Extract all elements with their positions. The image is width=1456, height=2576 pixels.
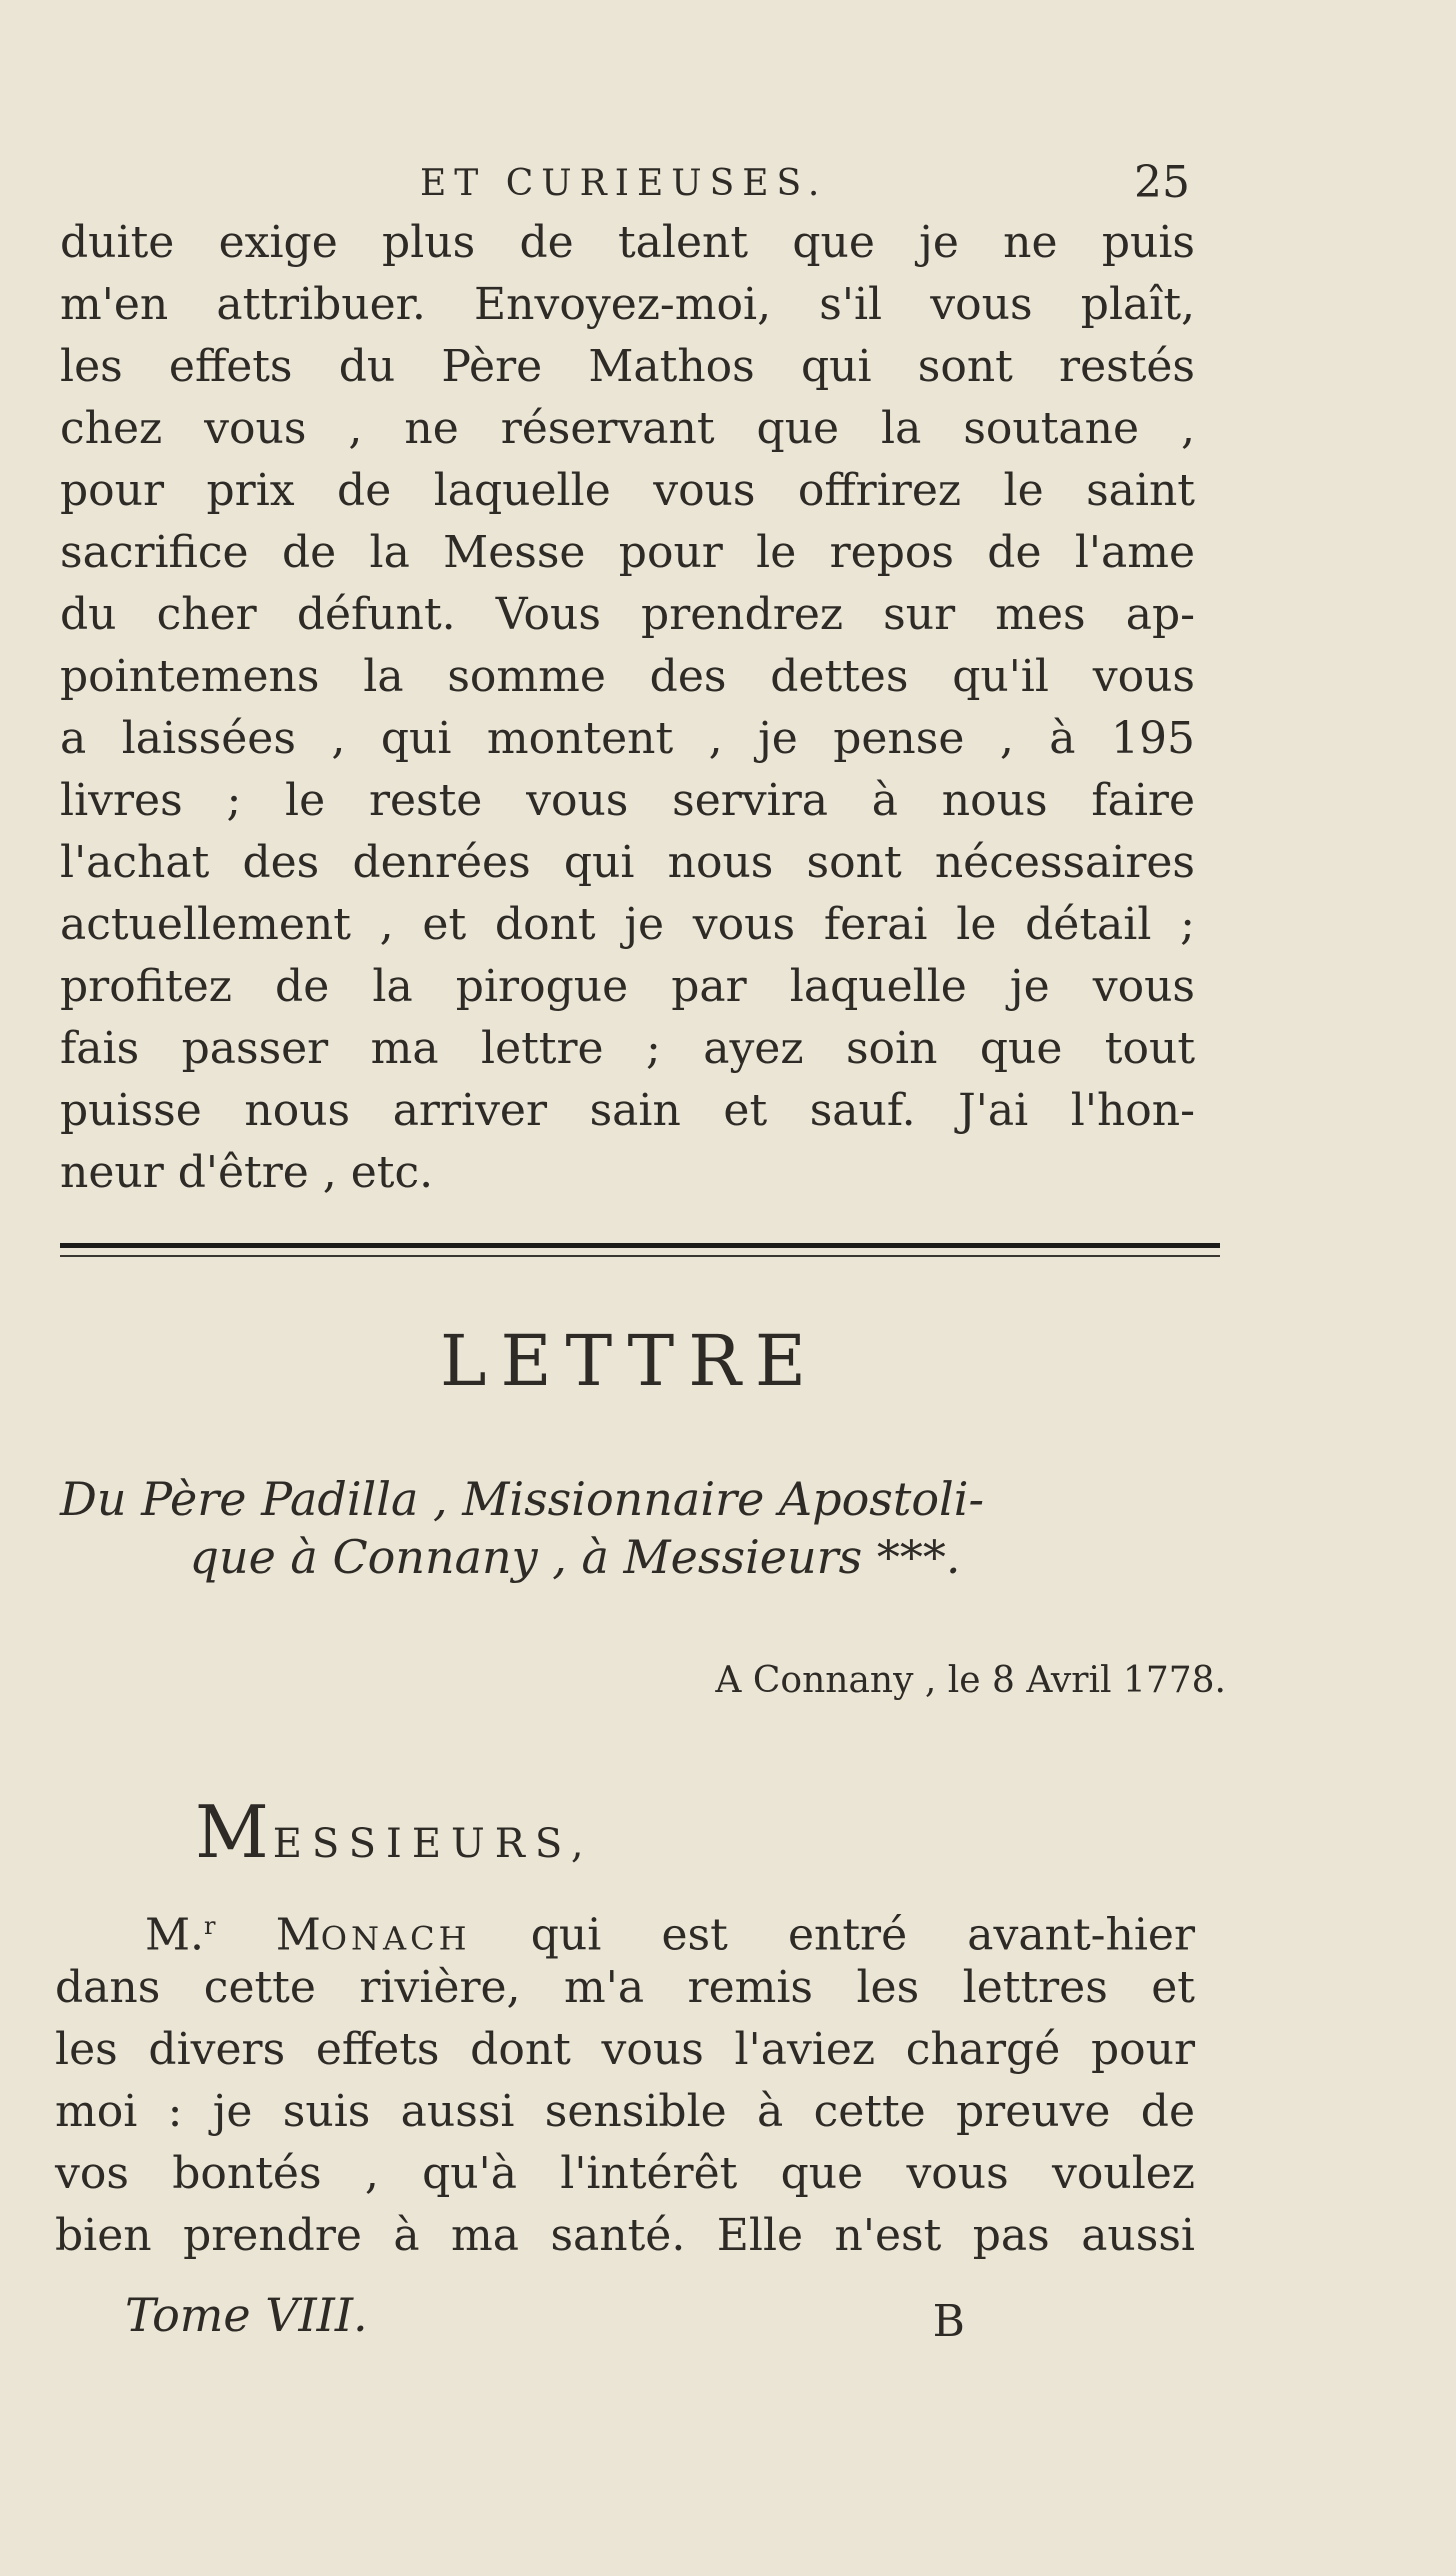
title-abbrev: M. [145,1909,205,1961]
letter-body [55,1895,1195,2267]
letter-heading: LETTRE [439,1320,821,1402]
text-line: actuellement , et dont je vous ferai le détail ; [60,899,1195,950]
text-line: pour prix de laquelle vous offrirez le saint [60,465,1195,516]
text-line: moi : je suis aussi sensible à cette preuve de [55,2086,1195,2137]
text-line: m'en attribuer. Envoyez-moi, s'il vous plaît, [60,279,1195,330]
salutation-initial: M [195,1790,273,1874]
previous-letter-text [60,212,1195,1204]
text-line: a laissées , qui montent , je pense , à 195 [60,713,1195,764]
text-line: bien prendre à ma santé. Elle n'est pas aussi [55,2210,1195,2261]
text-line: pointemens la somme des dettes qu'il vous [60,651,1195,702]
text-line: l'achat des denrées qui nous sont nécessaires [60,837,1195,888]
dateline: A Connany , le 8 Avril 1778. [715,1660,1226,1701]
text-line: dans cette rivière, m'a remis les lettres et [55,1962,1195,2013]
text-line: fais passer ma lettre ; ayez soin que tout [60,1023,1195,1074]
salutation-rest: ESSIEURS, [272,1821,594,1867]
signature-mark: B [932,2296,965,2347]
page-number: 25 [1134,157,1190,208]
text-line: livres ; le reste vous servira à nous faire [60,775,1195,826]
section-rule [60,1243,1220,1248]
text-line: les effets du Père Mathos qui sont restés [60,341,1195,392]
name-small-caps: ONACH [320,1919,471,1958]
text-line: du cher défunt. Vous prendrez sur mes ap- [60,589,1195,640]
text-line: puisse nous arriver sain et sauf. J'ai l'hon- [60,1085,1195,1136]
text-line: profitez de la pirogue par laquelle je vous [60,961,1195,1012]
volume-label: Tome VIII. [125,2288,368,2342]
text-line: duite exige plus de talent que je ne puis [60,217,1195,268]
text-line [55,1895,1195,1961]
text-line: vos bontés , qu'à l'intérêt que vous voulez [55,2148,1195,2199]
subtitle-line: que à Connany , à Messieurs ***. [189,1530,961,1584]
page-footer [125,2288,965,2348]
name-initial: M [275,1909,321,1961]
text-line: sacrifice de la Messe pour le repos de l'ame [60,527,1195,578]
title-superscript: r [204,1912,216,1940]
first-line-text: qui est entré avant-hier [470,1909,1195,1961]
text-line: chez vous , ne réservant que la soutane , [60,403,1195,454]
salutation [195,1790,594,1874]
letter-subtitle [55,1470,1205,1586]
running-title: ET CURIEUSES. [420,163,828,204]
subtitle-line: Du Père Padilla , Missionnaire Apostoli- [60,1472,985,1526]
text-line: les divers effets dont vous l'aviez chargé pour [55,2024,1195,2075]
text-line: neur d'être , etc. [60,1147,434,1198]
section-rule-thin [60,1255,1220,1257]
